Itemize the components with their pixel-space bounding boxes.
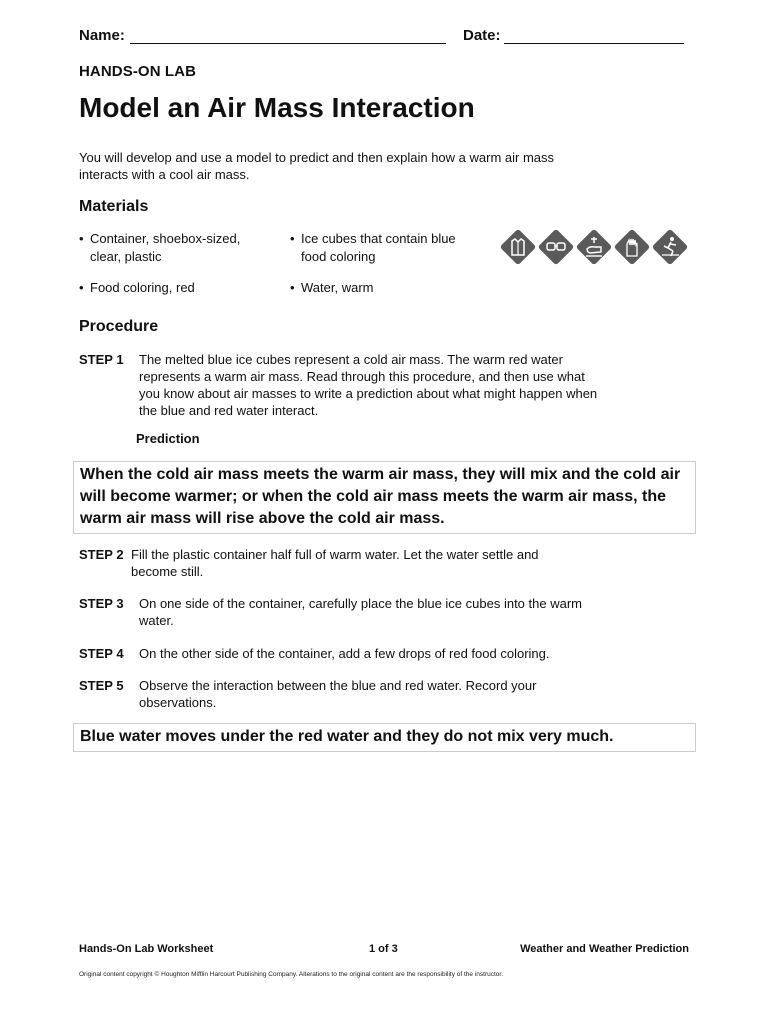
- procedure-step: [79, 351, 599, 419]
- copyright-notice: Original content copyright © Houghton Mifflin Harcourt Publishing Company. Alterations to the original content are the responsibility of the instructor.: [79, 971, 504, 978]
- footer-left: Hands-On Lab Worksheet: [79, 943, 214, 955]
- procedure-step: [79, 677, 599, 711]
- step-text: On one side of the container, carefully place the blue ice cubes into the warm water.: [139, 596, 582, 628]
- material-item: • Container, shoebox-sized, clear, plastic: [79, 231, 241, 264]
- step-label: STEP 5: [79, 678, 124, 693]
- procedure-step: [79, 645, 599, 662]
- materials-heading: Materials: [79, 198, 149, 215]
- lab-coat-icon: [500, 229, 536, 265]
- safety-icons: [500, 229, 690, 267]
- step-label: STEP 1: [79, 352, 124, 367]
- procedure-heading: Procedure: [79, 318, 159, 335]
- material-item: • Food coloring, red: [79, 280, 195, 295]
- page-number: 1 of 3: [369, 943, 398, 955]
- footer-right: Weather and Weather Prediction: [520, 943, 689, 955]
- name-field[interactable]: [130, 43, 446, 44]
- gloves-icon: [614, 229, 650, 265]
- step-text: The melted blue ice cubes represent a cold air mass. The warm red water represents a warm air mass. Read through this procedure, and then use what you know about air masses to write a prediction about what might happen when the blue and red water interact.: [139, 352, 598, 418]
- step-text: On the other side of the container, add a few drops of red food coloring.: [139, 646, 550, 661]
- procedure-step: [79, 595, 599, 629]
- step-text: Observe the interaction between the blue and red water. Record your observations.: [139, 678, 537, 710]
- goggles-icon: [538, 229, 574, 265]
- prediction-label: Prediction: [136, 431, 200, 446]
- hand-wash-icon: [576, 229, 612, 265]
- observation-answer-box[interactable]: Blue water moves under the red water and they do not mix very much.: [73, 723, 696, 752]
- section-kicker: HANDS-ON LAB: [79, 63, 197, 80]
- date-label: Date:: [463, 27, 501, 44]
- name-label: Name:: [79, 27, 125, 44]
- page-title: Model an Air Mass Interaction: [79, 92, 475, 123]
- slip-hazard-icon: [652, 229, 688, 265]
- date-field[interactable]: [504, 43, 684, 44]
- intro-paragraph: You will develop and use a model to predict and then explain how a warm air mass interacts with a cool air mass.: [79, 150, 555, 182]
- step-label: STEP 4: [79, 646, 124, 661]
- prediction-answer-box[interactable]: When the cold air mass meets the warm air mass, they will mix and the cold air will become warmer; or when the cold air mass meets the warm air mass, the warm air mass will rise above the cold air mass.: [73, 461, 696, 534]
- material-item: • Ice cubes that contain blue food coloring: [290, 231, 456, 264]
- step-label: STEP 2: [79, 547, 124, 562]
- step-label: STEP 3: [79, 596, 124, 611]
- material-item: • Water, warm: [290, 280, 374, 295]
- step-text: Fill the plastic container half full of warm water. Let the water settle and become still.: [131, 547, 539, 579]
